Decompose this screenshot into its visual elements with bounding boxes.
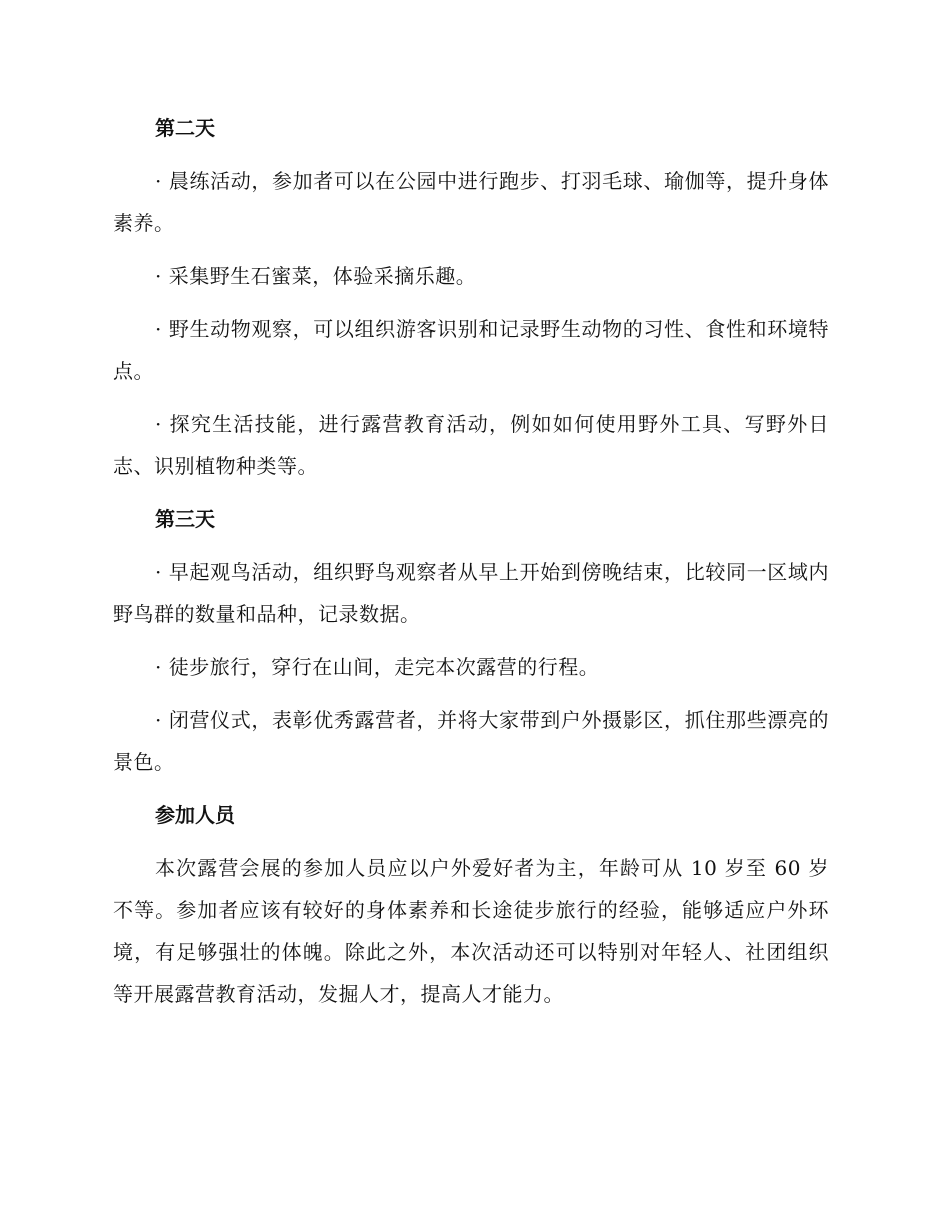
section-heading: 第三天: [155, 507, 215, 531]
section-heading: 第二天: [155, 116, 215, 140]
bullet-paragraph: · 野生动物观察，可以组织游客识别和记录野生动物的习性、食性和环境特点。: [113, 317, 829, 383]
bullet-paragraph: · 探究生活技能，进行露营教育活动，例如如何使用野外工具、写野外日志、识别植物种类等。: [113, 412, 829, 478]
document-body: [113, 107, 829, 1026]
section-day-two: [113, 107, 829, 487]
section-participants: [113, 794, 829, 1015]
section-heading: 参加人员: [155, 803, 235, 827]
bullet-paragraph: · 采集野生石蜜菜，体验采摘乐趣。: [155, 264, 477, 288]
bullet-paragraph: · 早起观鸟活动，组织野鸟观察者从早上开始到傍晚结束，比较同一区域内野鸟群的数量和品种，记录数据。: [113, 560, 829, 626]
bullet-paragraph: · 徒步旅行，穿行在山间，走完本次露营的行程。: [155, 655, 600, 679]
body-paragraph: 本次露营会展的参加人员应以户外爱好者为主，年龄可从 10 岁至 60 岁不等。参加者应该有较好的身体素养和长途徒步旅行的经验，能够适应户外环境，有足够强壮的体魄。除此之外，本次活动还可以特别对年轻人、社团组织等开展露营教育活动，发掘人才，提高人才能力。: [113, 856, 829, 1006]
bullet-paragraph: · 晨练活动，参加者可以在公园中进行跑步、打羽毛球、瑜伽等，提升身体素养。: [113, 169, 829, 235]
bullet-paragraph: · 闭营仪式，表彰优秀露营者，并将大家带到户外摄影区，抓住那些漂亮的景色。: [113, 708, 829, 774]
section-day-three: [113, 498, 829, 783]
